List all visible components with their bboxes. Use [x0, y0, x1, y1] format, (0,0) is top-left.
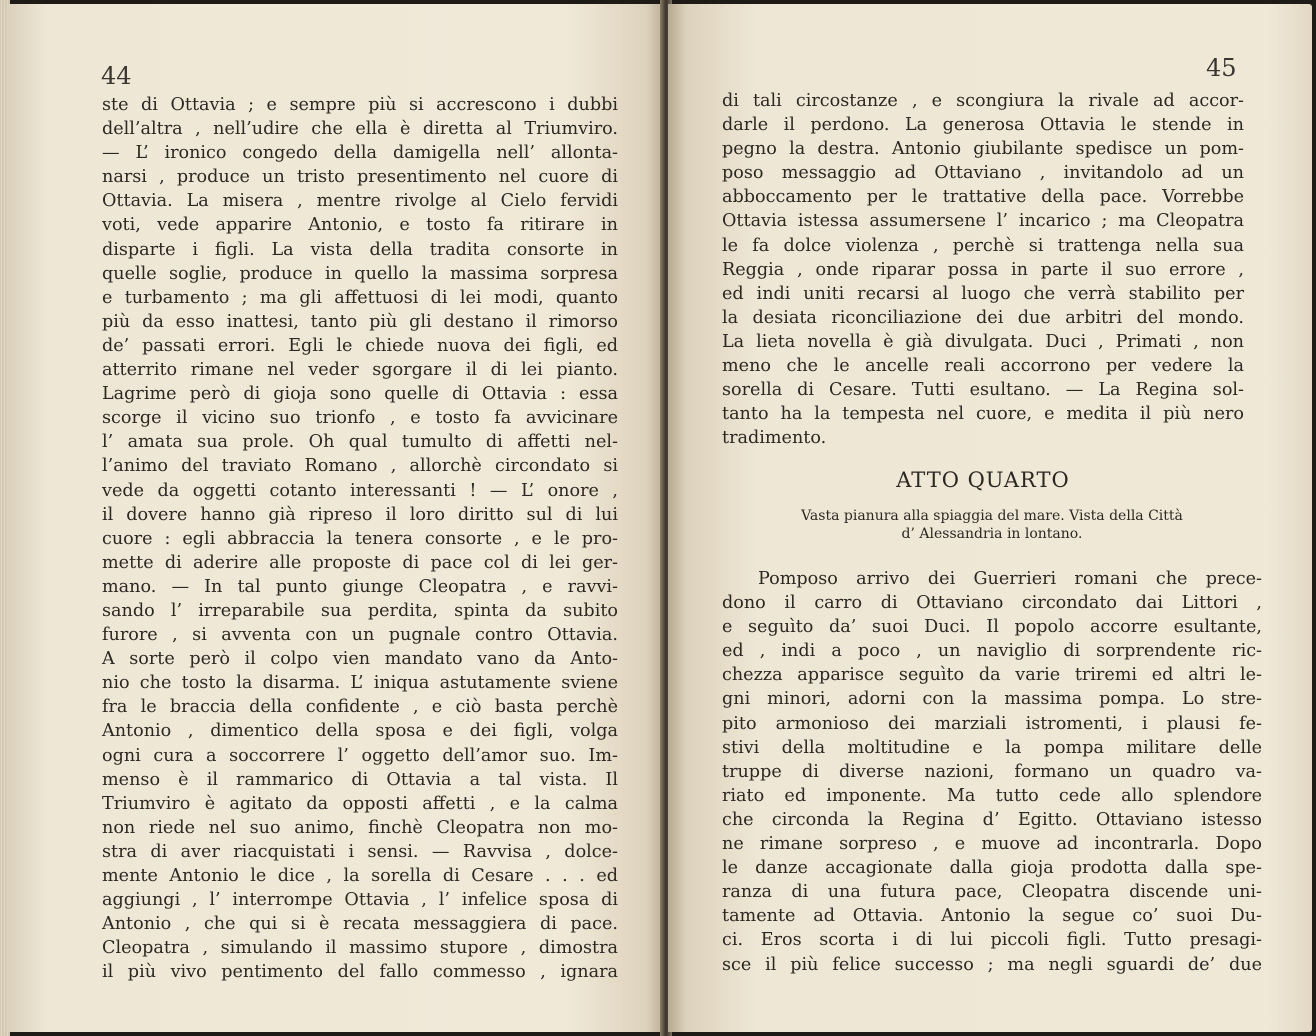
text-line: la desiata riconciliazione dei due arbitri del mondo.: [722, 307, 1244, 328]
text-line: poso messaggio ad Ottaviano , invitandolo ad un: [722, 163, 1244, 184]
text-line: La lieta novella è già divulgata. Duci , Primati , non: [722, 331, 1244, 352]
text-line: Reggia , onde riparar possa in parte il suo errore ,: [722, 259, 1244, 280]
text-line: Vasta pianura alla spiaggia del mare. Vista della Città: [801, 508, 1183, 524]
text-line: fra le braccia della confidente , e ciò basta perchè: [102, 697, 618, 718]
text-line: Cleopatra , simulando il massimo stupore , dimostra: [102, 938, 618, 959]
text-line: scorge il vicino suo trionfo , e tosto fa avvicinare: [102, 408, 618, 429]
text-line: tradimento.: [722, 428, 827, 449]
text-line: pegno la destra. Antonio giubilante spedisce un pom-: [722, 139, 1244, 160]
text-line: le fa dolce violenza , perchè si trattenga nella sua: [722, 235, 1244, 256]
text-line: ogni cura a soccorrere l’ oggetto dell’amor suo. Im-: [102, 745, 618, 766]
text-line: nio che tosto la disarma. L’ iniqua astutamente sviene: [102, 673, 618, 694]
page-number-right: 45: [1206, 54, 1237, 82]
text-line: abboccamento per le trattative della pace. Vorrebbe: [722, 187, 1244, 208]
text-line: de’ passati errori. Egli le chiede nuova dei figli, ed: [102, 335, 618, 356]
text-line: più da esso inattesi, tanto più gli destano il rimorso: [102, 311, 618, 332]
text-line: Antonio , che qui si è recata messaggiera di pace.: [102, 914, 618, 935]
text-line: sorella di Cesare. Tutti esultano. — La Regina sol-: [722, 380, 1244, 401]
text-line: riato ed imponente. Ma tutto cede allo splendore: [722, 785, 1262, 806]
left-page-text: [102, 93, 618, 984]
text-line: Antonio , dimentico della sposa e dei figli, volga: [102, 721, 618, 742]
text-line: darle il perdono. La generosa Ottavia le stende in: [722, 115, 1244, 136]
text-line: e seguìto da’ suoi Duci. Il popolo accorre esultante,: [722, 617, 1262, 638]
text-line: che circonda la Regina d’ Egitto. Ottaviano istesso: [722, 809, 1262, 830]
text-line: gni minori, adorni con la massima pompa. Lo stre-: [722, 689, 1262, 710]
right-page-text-top: [722, 89, 1244, 450]
left-page: [6, 4, 664, 1032]
text-line: furore , si avventa con un pugnale contro Ottavia.: [102, 625, 618, 646]
text-line: disparte i figli. La vista della tradita consorte in: [102, 239, 618, 260]
text-line: non riede nel suo animo, finchè Cleopatra non mo-: [102, 817, 618, 838]
text-line: meno che le ancelle reali accorrono per vedere la: [722, 356, 1244, 377]
text-line: l’animo del traviato Romano , allorchè circondato si: [102, 456, 618, 477]
right-page-text-bottom: [722, 567, 1262, 977]
text-line: l’ amata sua prole. Oh qual tumulto di affetti nel-: [102, 432, 618, 453]
text-line: Ottavia. La misera , mentre rivolge al Cielo fervidi: [102, 191, 618, 212]
text-line: Lagrime però di gioja sono quelle di Ottavia : essa: [102, 384, 618, 405]
page-number-left: 44: [101, 62, 132, 90]
text-line: dono il carro di Ottaviano circondato dai Littori ,: [722, 593, 1262, 614]
text-line: quelle soglie, produce in quello la massima sorpresa: [102, 263, 618, 284]
text-line: il dovere hanno già ripreso il loro diritto sul di lui: [102, 504, 618, 525]
scene-description: [742, 507, 1242, 543]
text-line: ed , indi a poco , un naviglio di sorprendente ric-: [722, 641, 1262, 662]
text-line: truppe di diverse nazioni, formano un quadro va-: [722, 761, 1262, 782]
text-line: il più vivo pentimento del fallo commesso , ignara: [102, 962, 618, 983]
text-line: vede da oggetti cotanto interessanti ! — L’ onore ,: [102, 480, 618, 501]
text-line: ed indi uniti recarsi al luogo che verrà stabilito per: [722, 283, 1244, 304]
text-line: pito armonioso dei marziali istromenti, i plausi fe-: [722, 713, 1262, 734]
text-line: tanto ha la tempesta nel cuore, e medita il più nero: [722, 404, 1244, 425]
text-line: cuore : egli abbraccia la tenera consorte , e le pro-: [102, 528, 618, 549]
text-line: le danze accagionate dalla gioja prodotta dalla spe-: [722, 858, 1262, 879]
text-line: — L’ ironico congedo della damigella nell’ allonta-: [102, 143, 618, 164]
text-line: Pomposo arrivo dei Guerrieri romani che prece-: [758, 569, 1262, 589]
right-page: [668, 4, 1312, 1032]
text-line: d’ Alessandria in lontano.: [901, 526, 1083, 542]
text-line: mente Antonio le dice , la sorella di Cesare . . . ed: [102, 866, 618, 886]
text-line: A sorte però il colpo vien mandato vano da Anto-: [102, 649, 618, 670]
text-line: sando l’ irreparabile sua perdita, spinta da subito: [102, 600, 618, 621]
text-line: ne rimane sorpreso , e muove ad incontrarla. Dopo: [722, 834, 1262, 855]
text-line: mano. — In tal punto giunge Cleopatra , e ravvi-: [102, 576, 618, 597]
text-line: atterrito rimane nel veder sgorgare il di lei pianto.: [102, 360, 618, 381]
text-line: narsi , produce un tristo presentimento nel cuore di: [102, 167, 618, 188]
text-line: stivi della moltitudine e la pompa militare delle: [722, 737, 1262, 758]
text-line: sce il più felice successo ; ma negli sguardi de’ due: [722, 954, 1262, 975]
text-line: tamente ad Ottavia. Antonio la segue co’ suoi Du-: [722, 906, 1262, 927]
text-line: di tali circostanze , e scongiura la rivale ad accor-: [722, 91, 1244, 111]
text-line: aggiungi , l’ interrompe Ottavia , l’ infelice sposa di: [102, 890, 618, 911]
text-line: mette di aderire alle proposte di pace col di lei ger-: [102, 552, 618, 573]
text-line: Ottavia istessa assumersene l’ incarico ; ma Cleopatra: [722, 211, 1244, 232]
text-line: e turbamento ; ma gli affettuosi di lei modi, quanto: [102, 287, 618, 308]
text-line: menso è il rammarico di Ottavia a tal vista. Il: [102, 769, 618, 790]
text-line: ci. Eros scorta i di lui piccoli figli. Tutto presagi-: [722, 930, 1262, 951]
text-line: Triumviro è agitato da opposti affetti , e la calma: [102, 793, 618, 814]
text-line: dell’altra , nell’udire che ella è diretta al Triumviro.: [102, 119, 618, 140]
text-line: chezza apparisce seguìto da varie triremi ed altri le-: [722, 665, 1262, 686]
text-line: ste di Ottavia ; e sempre più si accrescono i dubbi: [102, 95, 618, 115]
act-heading: ATTO QUARTO: [896, 468, 1070, 492]
text-line: voti, vede apparire Antonio, e tosto fa ritirare in: [102, 215, 618, 236]
text-line: stra di aver riacquistati i sensi. — Ravvisa , dolce-: [102, 841, 618, 862]
text-line: ranza di una futura pace, Cleopatra discende uni-: [722, 882, 1262, 903]
